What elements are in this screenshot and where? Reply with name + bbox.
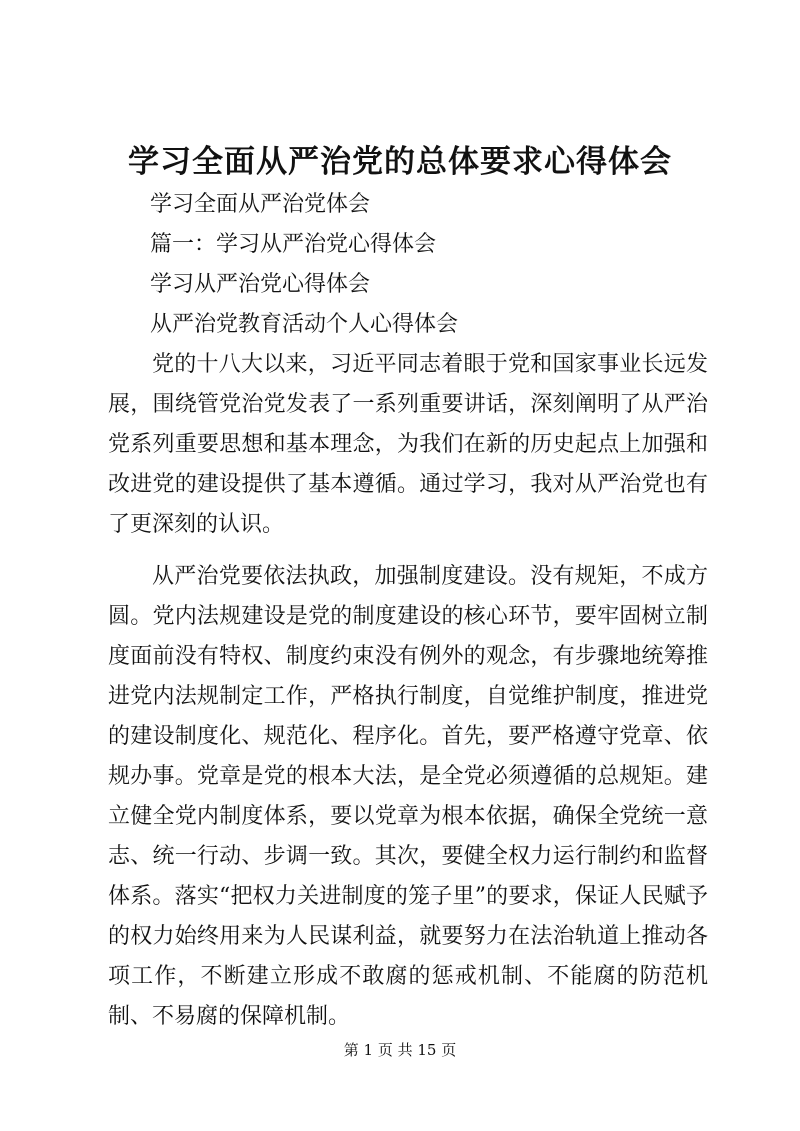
heading-line: 从严治党教育活动个人心得体会 — [150, 312, 459, 337]
heading-line: 篇一：学习从严治党心得体会 — [150, 232, 437, 257]
document-body — [108, 185, 708, 1037]
heading-line: 学习从严治党心得体会 — [150, 272, 371, 297]
document-title: 学习全面从严治党的总体要求心得体会 — [128, 144, 672, 180]
page-number-footer: 第 1 页 共 15 页 — [343, 1041, 457, 1059]
body-paragraph: 从严治党要依法执政，加强制度建设。没有规矩，不成方圆。党内法规建设是党的制度建设的核心环节，要牢固树立制度面前没有特权、制度约束没有例外的观念，有步骤地统筹推进党内法规制定工作，严格执行制度，自觉维护制度，推进党的建设制度化、规范化、程序化。首先，要严格遵守党章、依规办事。党章是党的根本大法，是全党必须遵循的总规矩。建立健全党内制度体系，要以党章为根本依据，确保全党统一意志、统一行动、步调一致。其次，要健全权力运行制约和监督体系。落实“把权力关进制度的笼子里”的要求，保证人民赋予的权力始终用来为人民谋利益，就要努力在法治轨道上推动各项工作，不断建立形成不敢腐的惩戒机制、不能腐的防范机制、不易腐的保障机制。 — [108, 564, 708, 1029]
body-paragraph: 党的十八大以来，习近平同志着眼于党和国家事业长远发展，围绕管党治党发表了一系列重要讲话，深刻阐明了从严治党系列重要思想和基本理念，为我们在新的历史起点上加强和改进党的建设提供了基本遵循。通过学习，我对从严治党也有了更深刻的认识。 — [108, 352, 708, 537]
heading-line: 学习全面从严治党体会 — [150, 192, 371, 217]
